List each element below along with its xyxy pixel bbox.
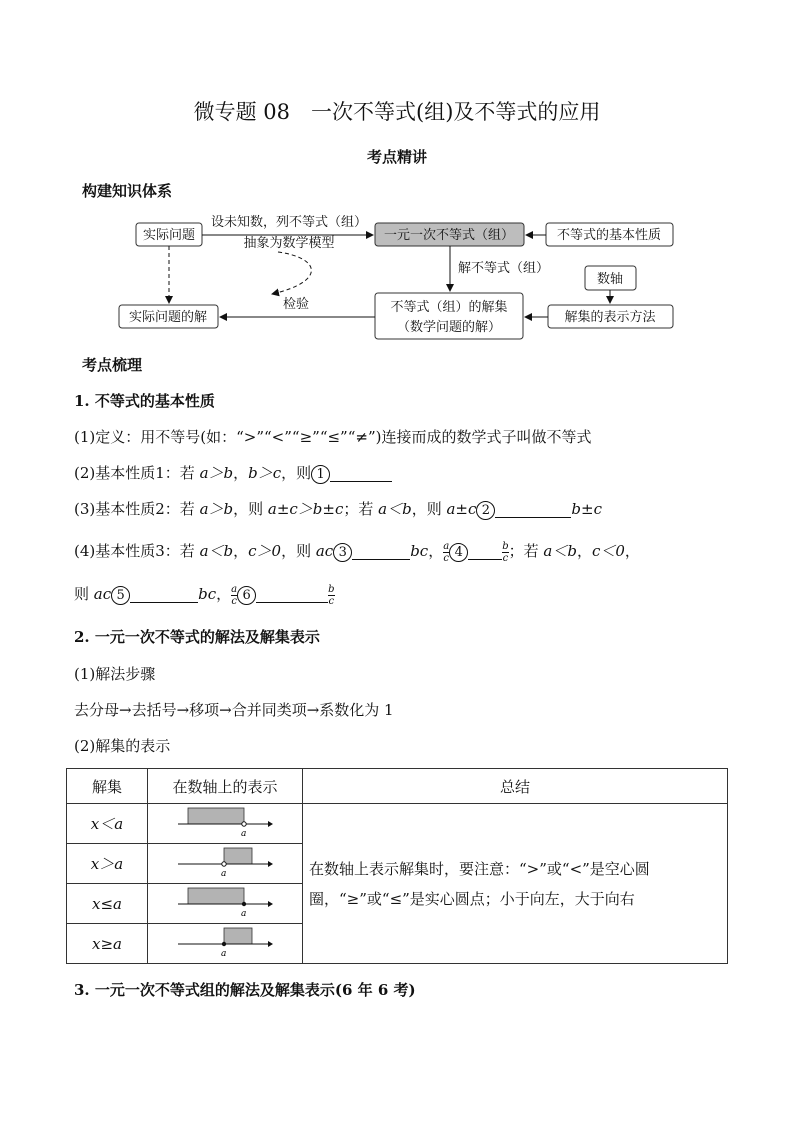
section-review-heading: 考点梳理 <box>82 356 143 374</box>
property-3 <box>74 540 640 564</box>
blank-6-marker: 6 <box>237 586 256 605</box>
solution-set-table <box>66 768 728 964</box>
p3-bc: bc <box>410 542 429 560</box>
box-number-axis-text: 数轴 <box>596 272 624 287</box>
s2-steps: 去分母→去括号→移项→合并同类项→系数化为 1 <box>74 701 394 719</box>
axis-le-closed <box>148 884 302 919</box>
blank-2[interactable] <box>495 503 571 518</box>
p2-a-lt-b: a＜b <box>378 500 412 518</box>
p3-then: ，则 <box>281 542 316 560</box>
blank-4-marker: 4 <box>449 543 468 562</box>
s2-heading: 2. 一元一次不等式的解法及解集表示 <box>74 628 320 646</box>
label-solve: 解不等式（组） <box>458 261 550 276</box>
cell-condition: x≤a <box>67 884 148 924</box>
blank-1-marker: 1 <box>311 465 330 484</box>
p1-then: ，则 <box>281 464 312 482</box>
p2-then2: ，则 <box>411 500 447 518</box>
cell-axis-ge <box>148 924 303 964</box>
p2-then: ，则 <box>233 500 268 518</box>
axis-gt-open <box>148 844 302 879</box>
table-header-row <box>67 769 728 804</box>
p3b-bc: bc <box>198 585 217 603</box>
frac-b-over-c-2 <box>328 584 334 607</box>
frac-num-b: b <box>502 540 509 552</box>
box-solution-set-line1: 不等式（组）的解集 <box>390 300 508 315</box>
box-inequality-text: 一元一次不等式（组） <box>383 228 515 243</box>
frac-den-c: c <box>443 552 450 564</box>
col-header-set: 解集 <box>67 769 148 804</box>
page-subtitle: 考点精讲 <box>366 148 427 166</box>
property-3-cont <box>74 583 335 607</box>
s3-heading: 3. 一元一次不等式组的解法及解集表示(6 年 6 考) <box>74 981 416 999</box>
cell-condition: x≥a <box>67 924 148 964</box>
label-abstract: 抽象为数学模型 <box>243 236 335 251</box>
s1-heading: 1. 不等式的基本性质 <box>74 392 215 410</box>
axis-label-a: a <box>221 869 227 879</box>
p3-comma: ， <box>428 542 444 560</box>
blank-5[interactable] <box>130 588 198 603</box>
cell-axis-lt <box>148 804 303 844</box>
cell-axis-le <box>148 884 303 924</box>
blank-3[interactable] <box>352 545 410 560</box>
box-properties-text: 不等式的基本性质 <box>556 228 662 243</box>
axis-lt-open <box>148 804 302 839</box>
p3-prefix: (4)基本性质3：若 <box>74 542 200 560</box>
section-build-heading: 构建知识体系 <box>82 182 173 200</box>
cell-condition: x＜a <box>67 804 148 844</box>
axis-label-a: a <box>221 949 227 959</box>
p3-end: ， <box>624 542 640 560</box>
property-2 <box>74 498 602 520</box>
p2-expr: a±c＞b±c <box>267 500 344 518</box>
frac2-den-c2: c <box>328 595 335 607</box>
box-solution-set-line2: （数学问题的解） <box>396 320 502 335</box>
p3-a-lt-b: a＜b <box>199 542 234 560</box>
frac2-den-c: c <box>231 595 237 607</box>
box-actual-solution-text: 实际问题的解 <box>128 310 208 325</box>
blank-4[interactable] <box>468 545 502 560</box>
p2-a-gt-b: a＞b <box>199 500 234 518</box>
p2-semi: ；若 <box>343 500 379 518</box>
cell-condition: x＞a <box>67 844 148 884</box>
box-actual-problem-text: 实际问题 <box>142 228 196 243</box>
knowledge-diagram <box>0 0 794 360</box>
blank-6[interactable] <box>256 588 328 603</box>
frac-num-a: a <box>443 540 450 552</box>
p3b-comma: ， <box>216 585 232 603</box>
p2-prefix: (3)基本性质2：若 <box>74 500 200 518</box>
col-header-axis: 在数轴上的表示 <box>148 769 303 804</box>
table-row <box>67 804 728 844</box>
frac-den-c2: c <box>502 552 509 564</box>
p1-b-gt-c: b＞c <box>248 464 282 482</box>
frac2-num-a: a <box>231 583 238 595</box>
p1-sep: ， <box>233 464 249 482</box>
label-set-unknown: 设未知数，列不等式（组） <box>210 215 368 230</box>
summary-cell: 在数轴上表示解集时，要注意：“>”或“<”是空心圆圈，“≥”或“≤”是实心圆点；小于向左，大于向右 <box>303 804 728 964</box>
axis-label-a: a <box>241 909 247 919</box>
box-representation-text: 解集的表示方法 <box>564 310 656 325</box>
property-1 <box>74 462 392 484</box>
p3-a-lt-b2: a＜b <box>543 542 577 560</box>
p2-apc: a±c <box>446 500 477 518</box>
blank-3-marker: 3 <box>333 543 352 562</box>
axis-ge-closed <box>148 924 302 959</box>
blank-1[interactable] <box>330 467 392 482</box>
label-check: 检验 <box>282 297 310 312</box>
s1-definition: (1)定义：用不等号(如：“>”“<”“≥”“≤”“≠”)连接而成的数学式子叫做不等式 <box>74 428 592 446</box>
p3-sep: ， <box>233 542 249 560</box>
p2-bpc: b±c <box>571 500 602 518</box>
p3b-prefix: 则 <box>74 585 94 603</box>
s2-steps-heading: (1)解法步骤 <box>74 665 156 683</box>
p3-sep2: ， <box>576 542 592 560</box>
axis-label-a: a <box>241 829 247 839</box>
blank-2-marker: 2 <box>476 501 495 520</box>
page-title: 微专题 08 一次不等式(组)及不等式的应用 <box>193 100 601 124</box>
col-header-summary: 总结 <box>303 769 728 804</box>
p1-a-gt-b: a＞b <box>199 464 234 482</box>
s2-rep-heading: (2)解集的表示 <box>74 737 171 755</box>
p3-semi: ；若 <box>508 542 544 560</box>
p3b-ac: ac <box>93 585 112 603</box>
frac2-num-b: b <box>328 583 335 595</box>
p3-ac: ac <box>315 542 334 560</box>
p3-c-gt-0: c＞0 <box>248 542 282 560</box>
cell-axis-gt <box>148 844 303 884</box>
p3-c-lt-0: c＜0 <box>591 542 625 560</box>
p1-prefix: (2)基本性质1：若 <box>74 464 200 482</box>
blank-5-marker: 5 <box>111 586 130 605</box>
